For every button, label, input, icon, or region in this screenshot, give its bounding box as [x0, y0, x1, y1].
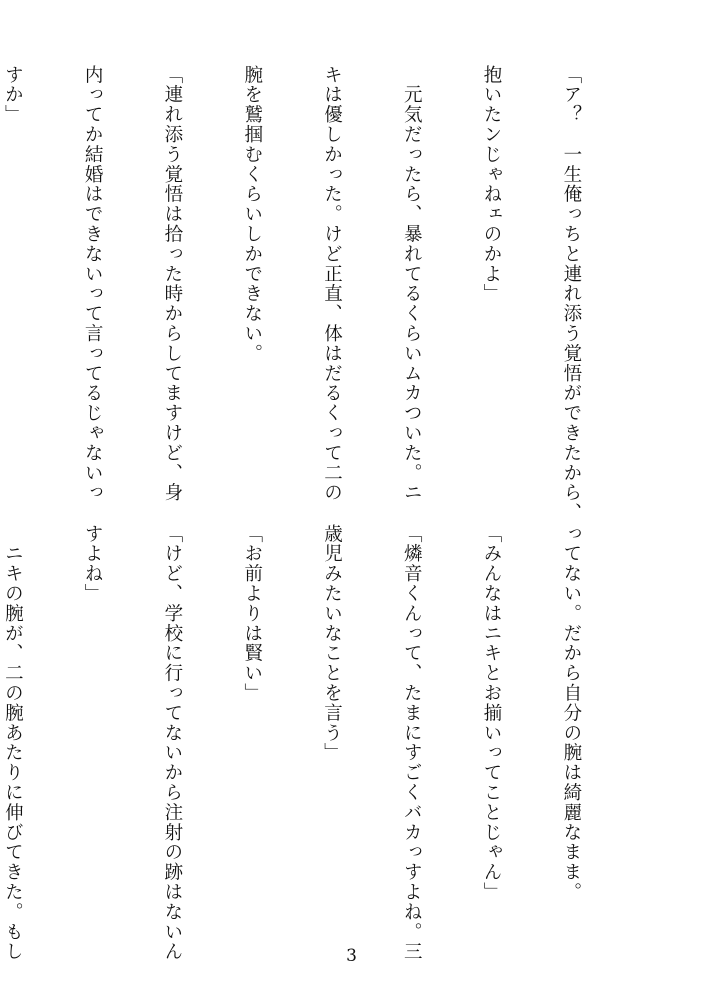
text-line: 歳児みたいなことを言う」 [321, 524, 343, 763]
text-line: 「連れ添う覚悟は拾った時からしてますけど、身 [161, 65, 183, 503]
text-line: 「燐音くんって、たまにすごくバカっすよね。三 [401, 524, 423, 962]
text-block-top [2, 65, 637, 523]
text-line: 抱いたンじゃねェのかよ」 [481, 65, 503, 304]
text-line: 「お前よりは賢い」 [241, 524, 263, 704]
text-line: 「けど、学校に行ってないから注射の跡はないん [161, 524, 183, 962]
page-number: 3 [346, 946, 357, 966]
text-line: ニキの腕が、二の腕あたりに伸びてきた。もし [2, 524, 24, 962]
text-line: すか」 [2, 65, 24, 125]
text-line: 腕を鷲掴むくらいしかできない。 [241, 65, 263, 364]
text-line: 「ア？ 一生俺っちと連れ添う覚悟ができたから、 [560, 65, 582, 523]
text-line: ってない。だから自分の腕は綺麗なまま。 [560, 524, 582, 903]
text-line: 元気だったら、暴れてるくらいムカついた。ニ [401, 65, 423, 503]
text-line: 内ってか結婚はできないって言ってるじゃないっ [82, 65, 104, 503]
text-line: キは優しかった。けど正直、体はだるくって二の [321, 65, 343, 503]
text-line: 「みんなはニキとお揃いってことじゃん」 [481, 524, 503, 903]
text-line: すよね」 [82, 524, 104, 604]
text-block-bottom [2, 524, 637, 962]
